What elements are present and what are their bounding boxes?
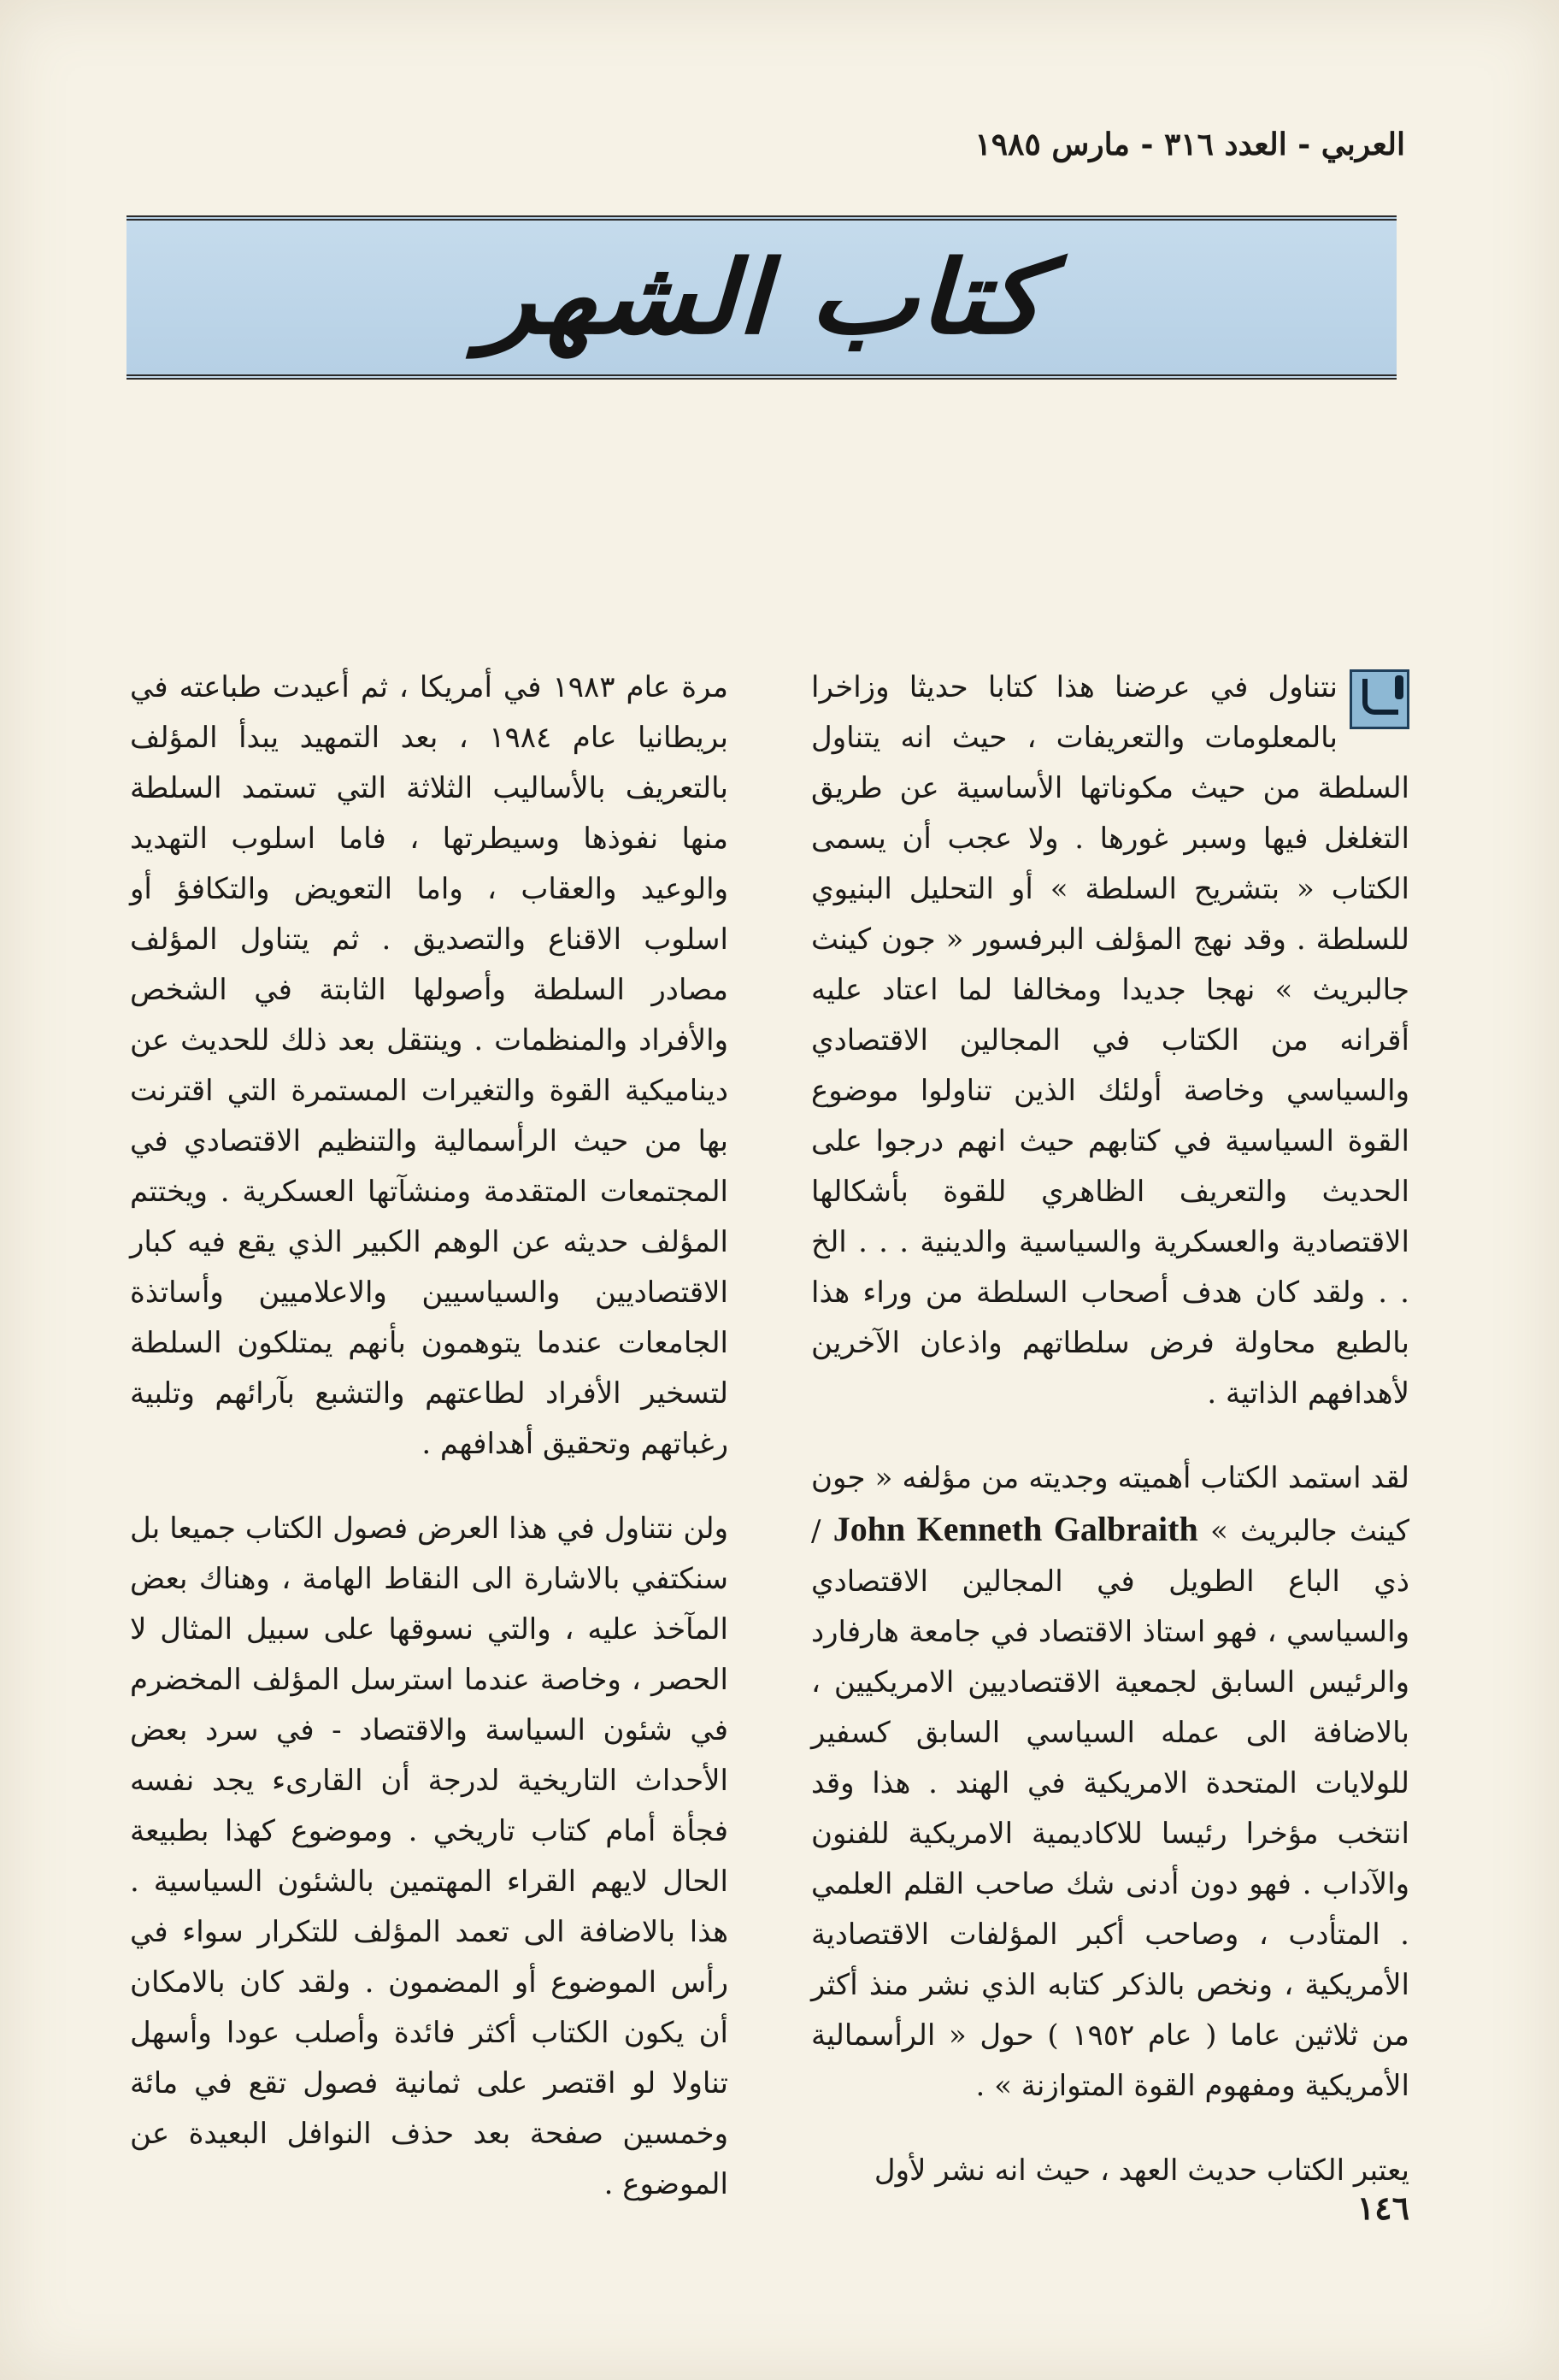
author-bio: / ذي الباع الطويل في المجالين الاقتصادي والسياسي ، فهو استاذ الاقتصاد في جامعة هارفارد والرئيس السابق لجمعية الاقتصاديين الامريكيين ، بالاضافة الى عمله السياسي السابق كسفير للولايات المتحدة الامريكية في الهند . هذا وقد انتخب مؤخرا رئيسا للاكاديمية الامريكية للفنون والآداب . فهو دون أدنى شك صاحب القلم العلمي . المتأدب ، وصاحب أكبر المؤلفات الاقتصادية الأمريكية ، ونخص بالذكر كتابه الذي نشر منذ أكثر من ثلاثين عاما ( عام ١٩٥٢ ) حول « الرأسمالية الأمريكية ومفهوم القوة المتوازنة » . [811, 1514, 1409, 2103]
banner-title: كتاب الشهر [479, 238, 1044, 356]
author-name-english: John Kenneth Galbraith [832, 1510, 1198, 1548]
article-paragraph [811, 1453, 1409, 2112]
article-column-right [811, 663, 1409, 2230]
article-paragraph: نتناول في عرضنا هذا كتابا حديثا وزاخرا بالمعلومات والتعريفات ، حيث انه يتناول السلطة من حيث مكوناتها الأساسية عن طريق التغلغل فيها وسبر غورها . ولا عجب أن يسمى الكتاب « بتشريح السلطة » أو التحليل البنيوي للسلطة . وقد نهج المؤلف البرفسور « جون كينث جالبريث » نهجا جديدا ومخالفا لما اعتاد عليه أقرانه من الكتاب في المجالين الاقتصادي والسياسي وخاصة أولئك الذين تناولوا موضوع القوة السياسية في كتابهم حيث انهم درجوا على الحديث والتعريف الظاهري للقوة بأشكالها الاقتصادية والعسكرية والسياسية والدينية . . . الخ . . ولقد كان هدف أصحاب السلطة من وراء هذا بالطبع محاولة فرض سلطاتهم واذعان الآخرين لأهدافهم الذاتية . [811, 670, 1409, 1411]
ornament-icon [1350, 669, 1409, 729]
author-intro: لقد استمد الكتاب أهميته وجديته من مؤلفه « جون كينث جالبريث » [811, 1461, 1409, 1548]
article-column-left [130, 663, 728, 2244]
running-header: العربي - العدد ٣١٦ - مارس ١٩٨٥ [974, 127, 1405, 162]
page-number: ١٤٦ [1356, 2189, 1409, 2227]
article-paragraph: ولن نتناول في هذا العرض فصول الكتاب جميعا بل سنكتفي بالاشارة الى النقاط الهامة ، وهناك بعض المآخذ عليه ، والتي نسوقها على سبيل المثال لا الحصر ، وخاصة عندما استرسل المؤلف المخضرم في شئون السياسة والاقتصاد - في سرد بعض الأحداث التاريخية لدرجة أن القارىء يجد نفسه فجأة أمام كتاب تاريخي . وموضوع كهذا بطبيعة الحال لايهم القراء المهتمين بالشئون السياسية . هذا بالاضافة الى تعمد المؤلف للتكرار سواء في رأس الموضوع أو المضمون . ولقد كان بالامكان أن يكون الكتاب أكثر فائدة وأصلب عودا وأسهل تناولا لو اقتصر على ثمانية فصول تقع في مائة وخمسين صفحة بعد حذف النوافل البعيدة عن الموضوع . [130, 1511, 728, 2201]
article-paragraph: يعتبر الكتاب حديث العهد ، حيث انه نشر لأول [874, 2153, 1409, 2188]
article-paragraph: مرة عام ١٩٨٣ في أمريكا ، ثم أعيدت طباعته في بريطانيا عام ١٩٨٤ ، بعد التمهيد يبدأ المؤلف بالتعريف بالأساليب الثلاثة التي تستمد السلطة منها نفوذها وسيطرتها ، فاما اسلوب التهديد والوعيد والعقاب ، واما التعويض والتكافؤ أو اسلوب الاقناع والتصديق . ثم يتناول المؤلف مصادر السلطة وأصولها الثابتة في الشخص والأفراد والمنظمات . وينتقل بعد ذلك للحديث عن ديناميكية القوة والتغيرات المستمرة التي اقترنت بها من حيث الرأسمالية والتنظيم الاقتصادي في المجتمعات المتقدمة ومنشآتها العسكرية . ويختتم المؤلف حديثه عن الوهم الكبير الذي يقع فيه كبار الاقتصاديين والسياسيين والاعلاميين وأساتذة الجامعات عندما يتوهمون بأنهم يمتلكون السلطة لتسخير الأفراد لطاعتهم والتشبع بآرائهم وتلبية رغباتهم وتحقيق أهدافهم . [130, 670, 728, 1461]
section-banner [126, 215, 1397, 380]
